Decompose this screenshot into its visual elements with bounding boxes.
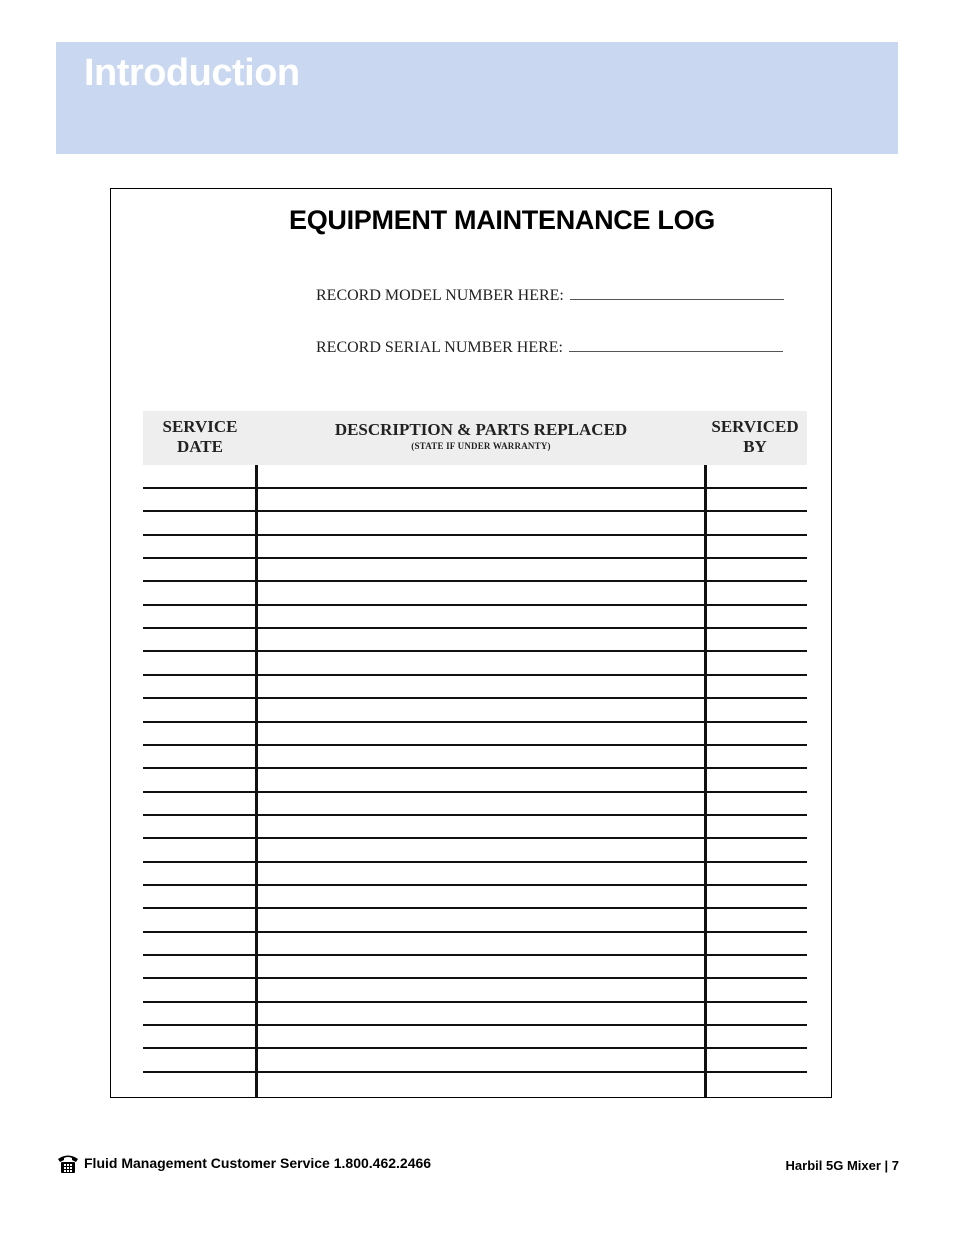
log-row-line <box>143 977 807 979</box>
service-date-header-line2: DATE <box>177 437 223 456</box>
serviced-by-header <box>703 417 807 457</box>
log-row-line <box>143 1001 807 1003</box>
log-row-line <box>143 557 807 559</box>
log-row-line <box>143 837 807 839</box>
model-number-field <box>316 285 784 305</box>
footer <box>56 1152 899 1176</box>
log-row-line <box>143 1047 807 1049</box>
page-number: Harbil 5G Mixer | 7 <box>785 1158 899 1173</box>
serial-number-field <box>316 337 783 357</box>
log-row-line <box>143 650 807 652</box>
log-row-line <box>143 767 807 769</box>
log-grid <box>143 465 807 1097</box>
maintenance-log-form <box>110 188 832 1098</box>
phone-icon <box>56 1152 80 1174</box>
log-row-line <box>143 721 807 723</box>
log-row-line <box>143 697 807 699</box>
column-header-row <box>143 411 807 465</box>
log-row-line <box>143 534 807 536</box>
log-row-line <box>143 674 807 676</box>
log-row-line <box>143 510 807 512</box>
customer-service-line: Fluid Management Customer Service 1.800.462.2466 <box>84 1155 432 1171</box>
log-row-line <box>143 931 807 933</box>
log-row-line <box>143 604 807 606</box>
form-title: EQUIPMENT MAINTENANCE LOG <box>289 205 716 235</box>
log-row-line <box>143 907 807 909</box>
service-date-header-line1: SERVICE <box>162 417 238 436</box>
service-date-header <box>145 417 255 457</box>
log-row-line <box>143 884 807 886</box>
model-number-blank <box>570 285 784 300</box>
serviced-by-header-line2: BY <box>743 437 767 456</box>
serial-number-label: RECORD SERIAL NUMBER HERE: <box>316 339 563 356</box>
log-row-line <box>143 1071 807 1073</box>
model-number-label: RECORD MODEL NUMBER HERE: <box>316 287 564 304</box>
serviced-by-header-line1: SERVICED <box>711 417 799 436</box>
log-row-line <box>143 1024 807 1026</box>
page-title: Introduction <box>84 52 300 94</box>
log-row-line <box>143 487 807 489</box>
serial-number-blank <box>569 337 783 352</box>
log-row-line <box>143 627 807 629</box>
description-header-label: DESCRIPTION & PARTS REPLACED <box>334 420 628 439</box>
log-row-line <box>143 744 807 746</box>
warranty-note: (STATE IF UNDER WARRANTY) <box>411 441 551 451</box>
log-row-line <box>143 791 807 793</box>
description-header <box>261 420 701 452</box>
log-row-line <box>143 954 807 956</box>
log-row-line <box>143 814 807 816</box>
header-band <box>56 42 898 154</box>
log-row-line <box>143 861 807 863</box>
log-row-line <box>143 580 807 582</box>
